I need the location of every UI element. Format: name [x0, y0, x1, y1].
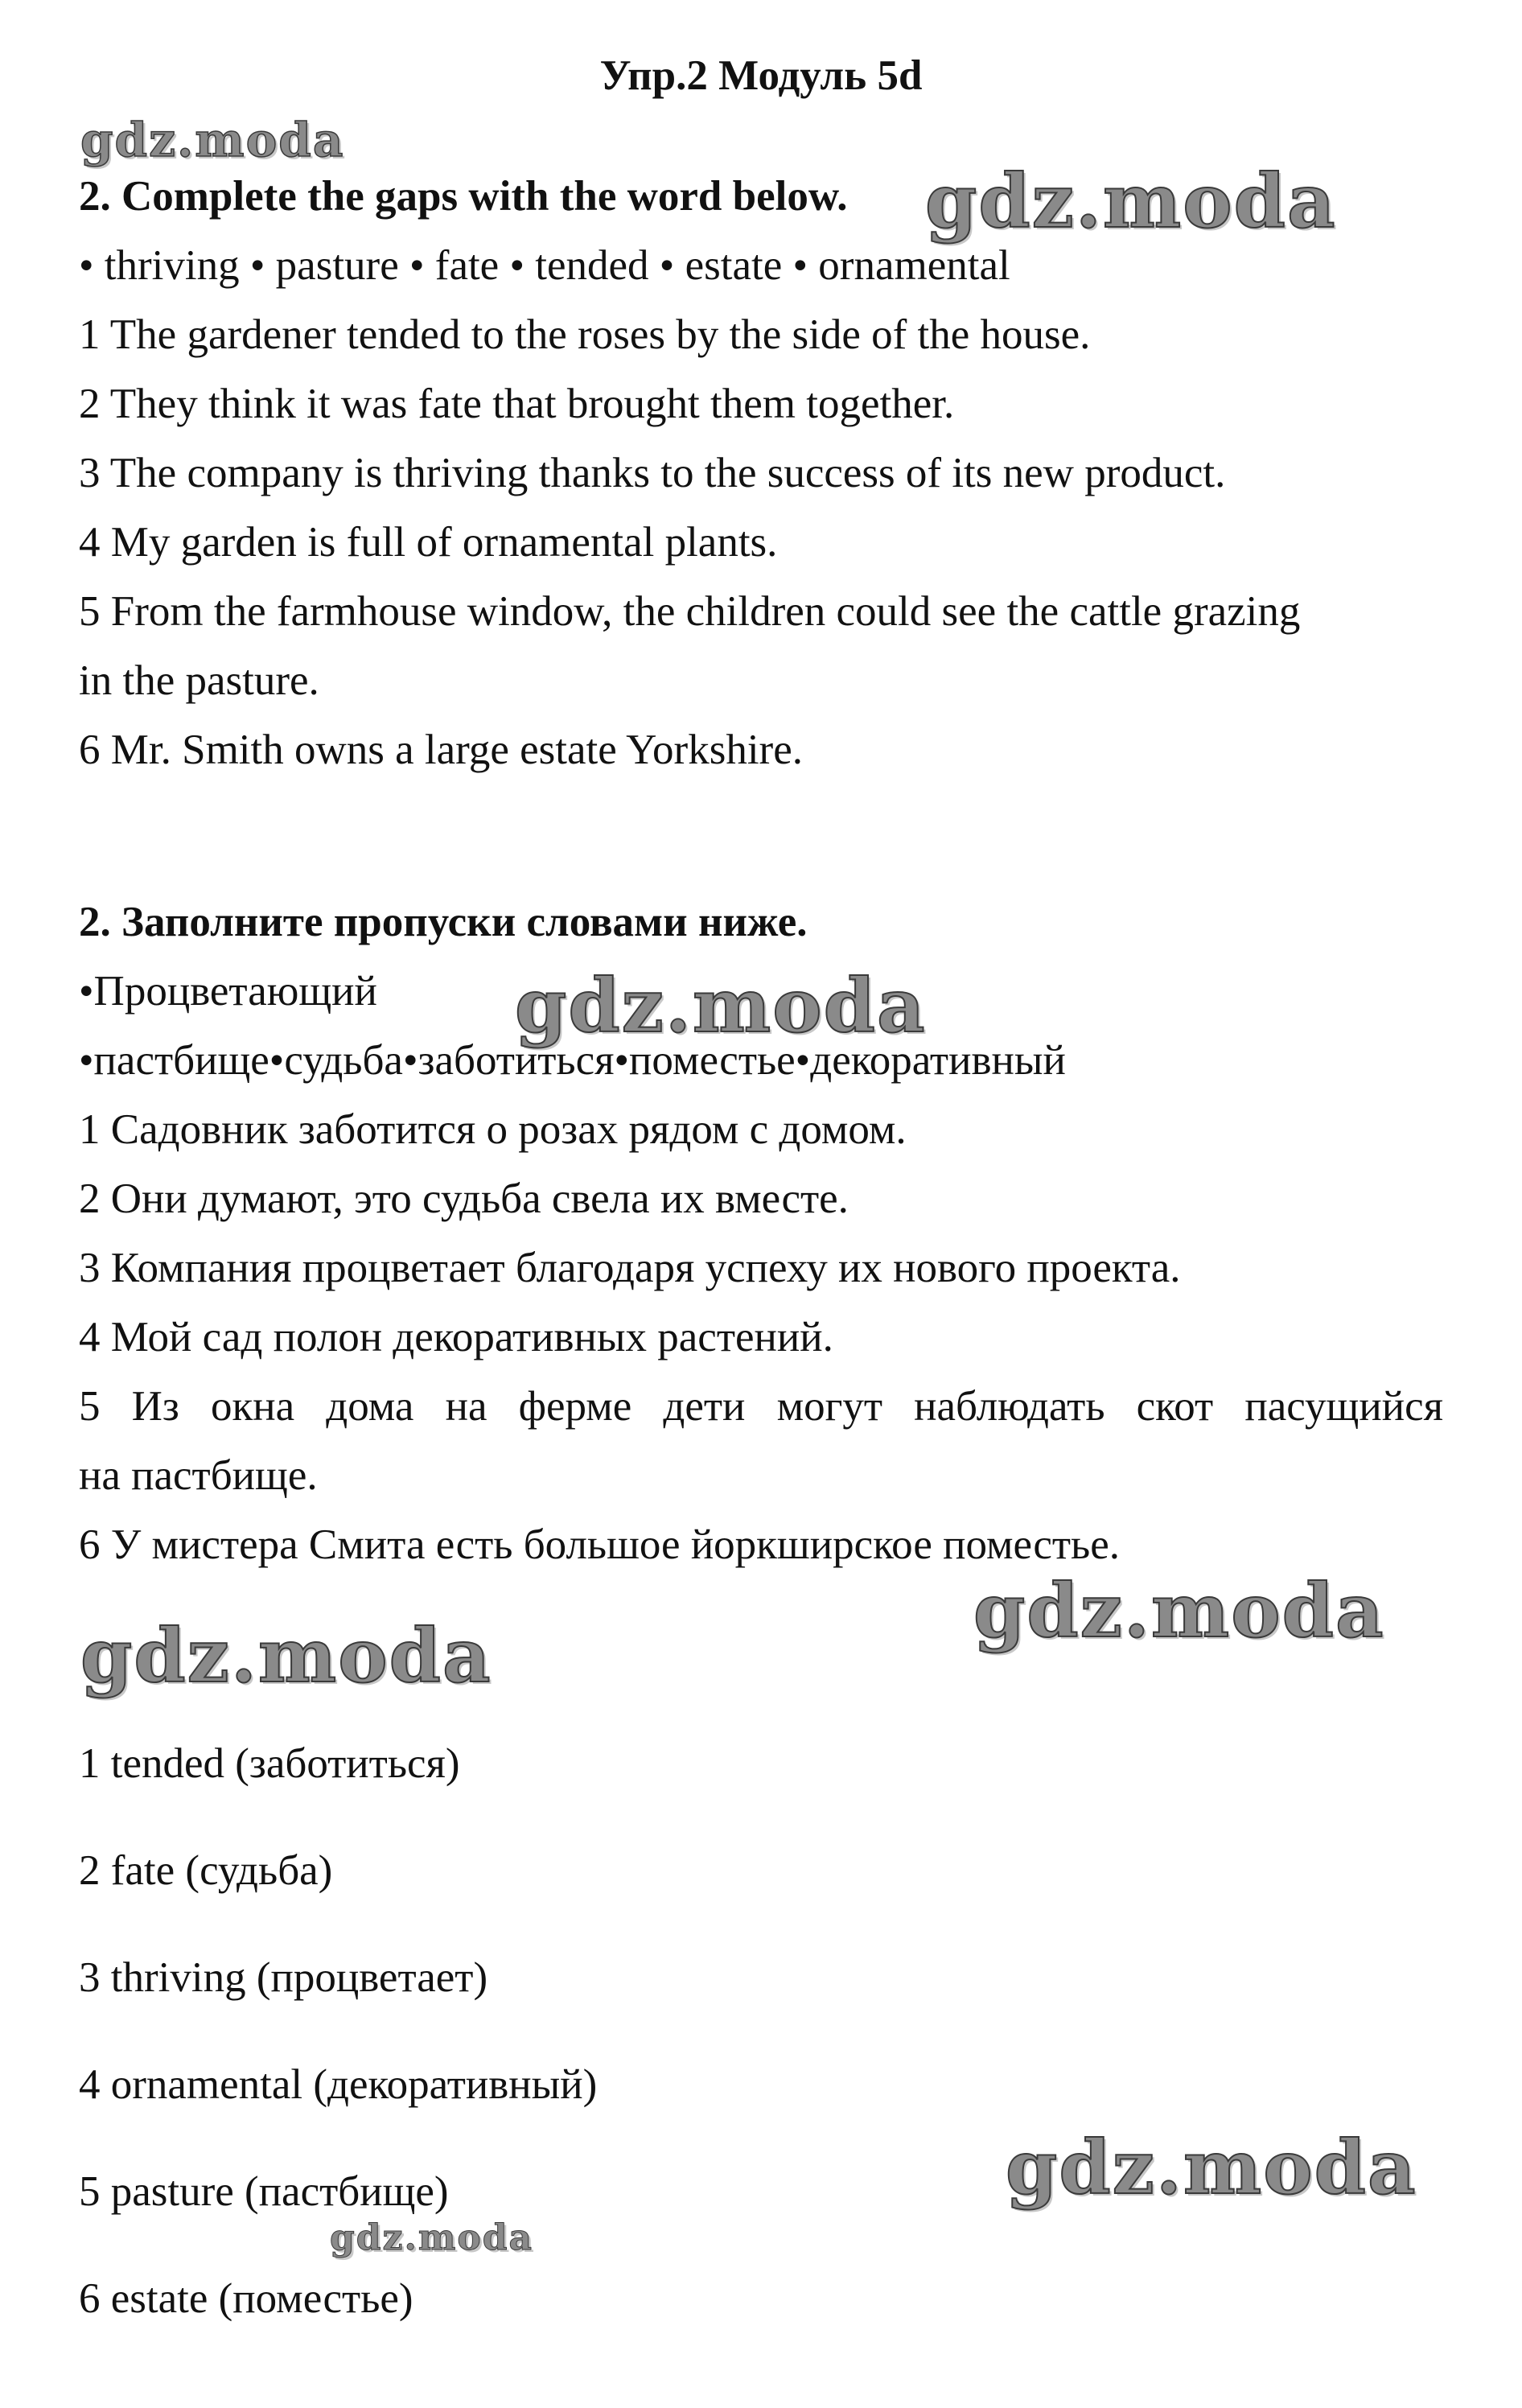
- answer-item: 1 tended (заботиться): [79, 1740, 460, 1787]
- english-sentence: 1 The gardener tended to the roses by the side of the house.: [79, 311, 1091, 358]
- english-sentence: 3 The company is thriving thanks to the success of its new product.: [79, 450, 1226, 496]
- russian-heading: 2. Заполните пропуски словами ниже.: [79, 899, 808, 945]
- answer-item: 3 thriving (процветает): [79, 1954, 488, 2001]
- watermark: gdz.moda: [973, 1567, 1385, 1654]
- russian-sentence: на пастбище.: [79, 1452, 318, 1499]
- page-title: Упр.2 Модуль 5d: [599, 52, 923, 99]
- russian-sentence: 4 Мой сад полон декоративных растений.: [79, 1314, 833, 1360]
- watermark: gdz.moda: [925, 158, 1337, 245]
- watermark: gdz.moda: [1006, 2124, 1417, 2211]
- english-sentence: 4 My garden is full of ornamental plants.: [79, 519, 778, 566]
- watermark: gdz.moda: [80, 1612, 492, 1699]
- english-sentence: in the pasture.: [79, 657, 319, 704]
- russian-sentence: [79, 1381, 1443, 1432]
- russian-sentence: 2 Они думают, это судьба свела их вместе.: [79, 1175, 849, 1222]
- russian-sentence: 3 Компания процветает благодаря успеху их нового проекта.: [79, 1245, 1181, 1291]
- russian-sentence: 6 У мистера Смита есть большое йоркширское поместье.: [79, 1521, 1120, 1568]
- answer-item: 4 ornamental (декоративный): [79, 2061, 598, 2108]
- answer-item: 6 estate (поместье): [79, 2275, 413, 2322]
- english-heading: 2. Complete the gaps with the word below.: [79, 173, 848, 220]
- answer-item: 2 fate (судьба): [79, 1847, 333, 1894]
- watermark: gdz.moda: [515, 962, 927, 1049]
- answer-item: 5 pasture (пастбище): [79, 2168, 449, 2215]
- watermark: gdz.moda: [80, 113, 345, 167]
- english-word-list: • thriving • pasture • fate • tended • estate • ornamental: [79, 242, 1010, 289]
- russian-sentence-text: 5 Из окна дома на ферме дети могут наблюдать скот пасущийся: [79, 1383, 1443, 1430]
- english-sentence: 2 They think it was fate that brought them together.: [79, 381, 955, 427]
- english-sentence: 6 Mr. Smith owns a large estate Yorkshire.: [79, 727, 803, 773]
- russian-sentence: 1 Садовник заботится о розах рядом с домом.: [79, 1106, 907, 1153]
- english-sentence: 5 From the farmhouse window, the children could see the cattle grazing: [79, 588, 1301, 635]
- russian-word-list-2: •пастбище•судьба•заботиться•поместье•декоративный: [79, 1037, 1066, 1084]
- russian-word-list-1: •Процветающий: [79, 968, 377, 1015]
- watermark: gdz.moda: [330, 2217, 534, 2258]
